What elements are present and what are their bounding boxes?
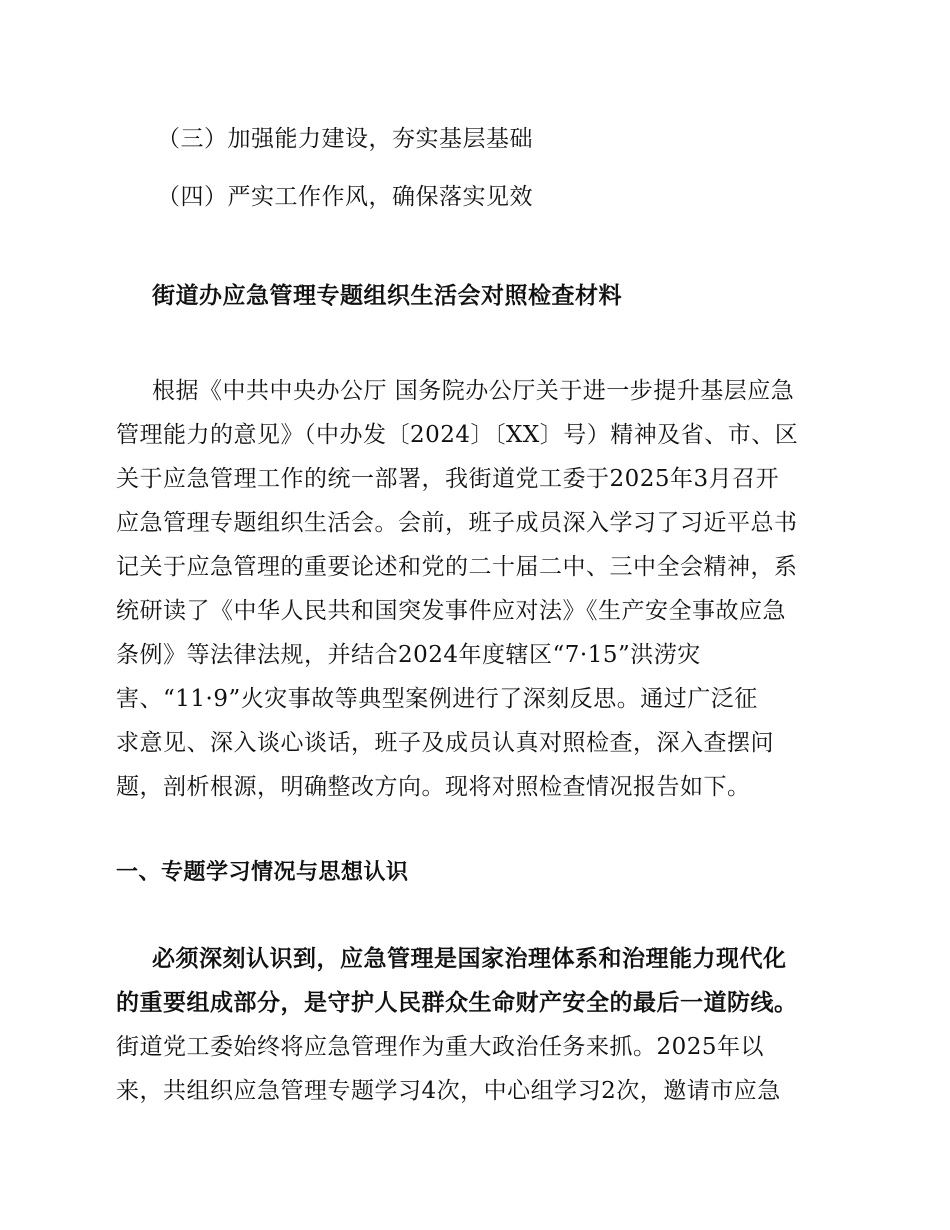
intro-line: 题，剖析根源，明确整改方向。现将对照检查情况报告如下。 bbox=[116, 774, 751, 800]
outline-item-4: （四）严实工作作风，确保落实见效 bbox=[157, 184, 533, 210]
body-line: 来，共组织应急管理专题学习4次，中心组学习2次，邀请市应急 bbox=[116, 1078, 781, 1104]
outline-item-3: （三）加强能力建设，夯实基层基础 bbox=[157, 126, 533, 152]
emphasis-line: 的重要组成部分，是守护人民群众生命财产安全的最后一道防线。 bbox=[116, 989, 798, 1016]
intro-line: 条例》等法律法规，并结合2024年度辖区“7·15”洪涝灾 bbox=[116, 642, 701, 668]
intro-line: 统研读了《中华人民共和国突发事件应对法》《生产安全事故应急 bbox=[116, 598, 786, 624]
body-line: 街道党工委始终将应急管理作为重大政治任务来抓。2025年以 bbox=[116, 1034, 765, 1060]
intro-line: 管理能力的意见》（中办发〔2024〕〔XX〕号）精神及省、市、区 bbox=[116, 422, 799, 448]
intro-line: 求意见、深入谈心谈话，班子及成员认真对照检查，深入查摆问 bbox=[116, 730, 774, 756]
intro-line: 关于应急管理工作的统一部署，我街道党工委于2025年3月召开 bbox=[116, 466, 780, 492]
document-title: 街道办应急管理专题组织生活会对照检查材料 bbox=[152, 282, 622, 309]
intro-line: 根据《中共中央办公厅 国务院办公厅关于进一步提升基层应急 bbox=[152, 378, 795, 404]
intro-line: 害、“11·9”火灾事故等典型案例进行了深刻反思。通过广泛征 bbox=[116, 686, 758, 712]
section-heading: 一、专题学习情况与思想认识 bbox=[116, 860, 409, 885]
intro-line: 应急管理专题组织生活会。会前，班子成员深入学习了习近平总书 bbox=[116, 510, 798, 536]
intro-line: 记关于应急管理的重要论述和党的二十届二中、三中全会精神，系 bbox=[116, 554, 798, 580]
emphasis-line: 必须深刻认识到，应急管理是国家治理体系和治理能力现代化 bbox=[152, 945, 787, 972]
